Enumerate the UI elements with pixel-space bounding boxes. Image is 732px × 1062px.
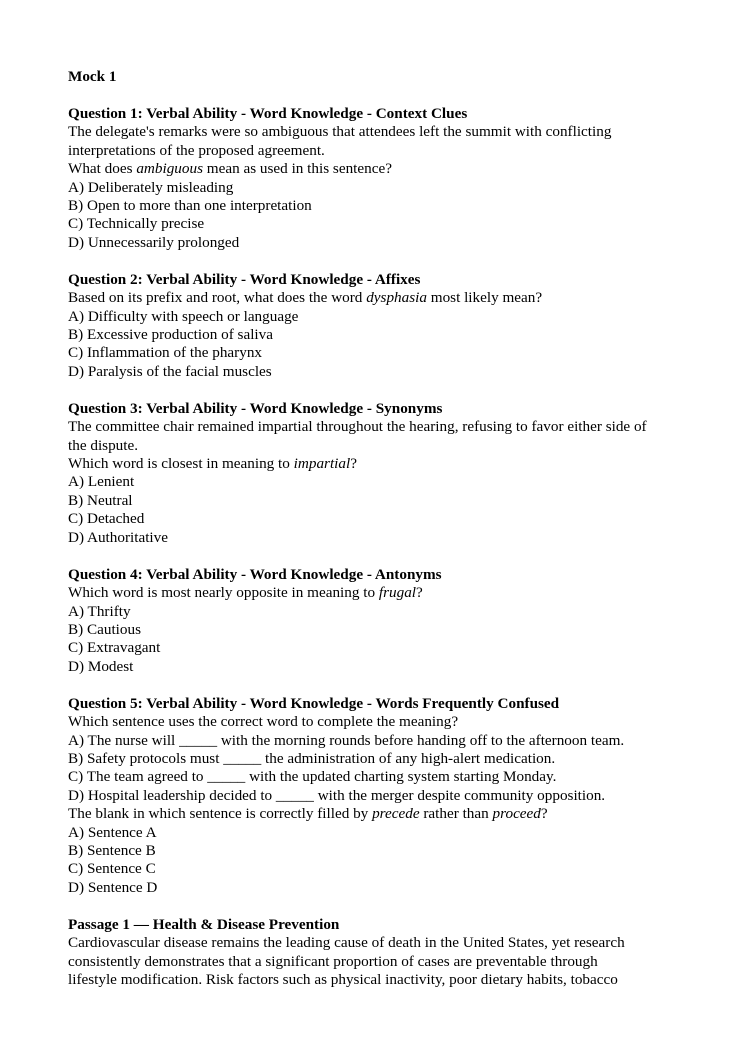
answer-option: B) Open to more than one interpretation [68, 197, 312, 215]
answer-option: C) Inflammation of the pharynx [68, 344, 263, 362]
question-1 [68, 105, 668, 252]
answer-option: B) Cautious [68, 620, 141, 638]
target-word: frugal [378, 584, 417, 602]
answer-option: B) Sentence B [68, 841, 156, 859]
question-intro: Which sentence uses the correct word to complete the meaning? [68, 713, 459, 731]
answer-option: C) Detached [68, 510, 145, 528]
question-5 [68, 695, 668, 897]
question-prompt: Which word is closest in meaning to impartial? [68, 455, 357, 473]
question-prompt: Based on its prefix and root, what does the word dysphasia most likely mean? [68, 289, 543, 307]
question-4 [68, 566, 668, 676]
answer-option: A) Thrifty [68, 602, 131, 620]
answer-option: D) Sentence D [68, 878, 158, 896]
answer-option: D) Paralysis of the facial muscles [68, 362, 272, 380]
target-word: ambiguous [136, 160, 203, 178]
document-page [68, 68, 668, 989]
answer-option: B) Neutral [68, 491, 133, 509]
example-sentence: C) The team agreed to _____ with the updated charting system starting Monday. [68, 768, 557, 786]
answer-option: C) Extravagant [68, 639, 161, 657]
passage-line: lifestyle modification. Risk factors such as physical inactivity, poor dietary habits, tobacco [68, 971, 618, 989]
question-prompt: Which word is most nearly opposite in meaning to frugal? [68, 584, 423, 602]
passage-1 [68, 916, 668, 990]
target-word: dysphasia [366, 289, 427, 307]
question-prompt: What does ambiguous mean as used in this sentence? [68, 160, 392, 178]
answer-option: B) Excessive production of saliva [68, 326, 273, 344]
answer-option: A) Deliberately misleading [68, 178, 234, 196]
question-3 [68, 400, 668, 547]
target-word: precede [372, 805, 420, 823]
example-sentence: B) Safety protocols must _____ the administration of any high-alert medication. [68, 749, 556, 767]
answer-option: A) Lenient [68, 473, 135, 491]
answer-option: C) Sentence C [68, 860, 156, 878]
example-sentence: A) The nurse will _____ with the morning rounds before handing off to the afternoon team. [68, 731, 625, 749]
example-sentence: D) Hospital leadership decided to _____ with the merger despite community opposition. [68, 786, 606, 804]
question-heading: Question 3: Verbal Ability - Word Knowledge - Synonyms [68, 399, 443, 417]
question-2 [68, 271, 668, 381]
answer-option: C) Technically precise [68, 215, 205, 233]
question-heading: Question 4: Verbal Ability - Word Knowledge - Antonyms [68, 565, 442, 583]
question-heading: Question 5: Verbal Ability - Word Knowledge - Words Frequently Confused [68, 694, 560, 712]
answer-option: D) Modest [68, 657, 134, 675]
document-title: Mock 1 [68, 68, 117, 85]
target-word: proceed [492, 805, 541, 823]
passage-line: Cardiovascular disease remains the leading cause of death in the United States, yet research [68, 934, 625, 952]
question-heading: Question 2: Verbal Ability - Word Knowledge - Affixes [68, 270, 421, 288]
answer-option: A) Difficulty with speech or language [68, 307, 299, 325]
question-stem: The committee chair remained impartial throughout the hearing, refusing to favor either side of the dispute. [68, 418, 647, 454]
question-heading: Question 1: Verbal Ability - Word Knowledge - Context Clues [68, 104, 468, 122]
answer-option: D) Authoritative [68, 528, 168, 546]
answer-option: D) Unnecessarily prolonged [68, 233, 240, 251]
target-word: impartial [293, 455, 351, 473]
question-stem: The delegate's remarks were so ambiguous that attendees left the summit with conflicting interpretations of the proposed agreement. [68, 123, 612, 159]
answer-option: A) Sentence A [68, 823, 157, 841]
passage-heading: Passage 1 — Health & Disease Prevention [68, 915, 340, 933]
passage-line: consistently demonstrates that a significant proportion of cases are preventable through [68, 952, 598, 970]
question-prompt: The blank in which sentence is correctly filled by precede rather than proceed? [68, 805, 548, 823]
